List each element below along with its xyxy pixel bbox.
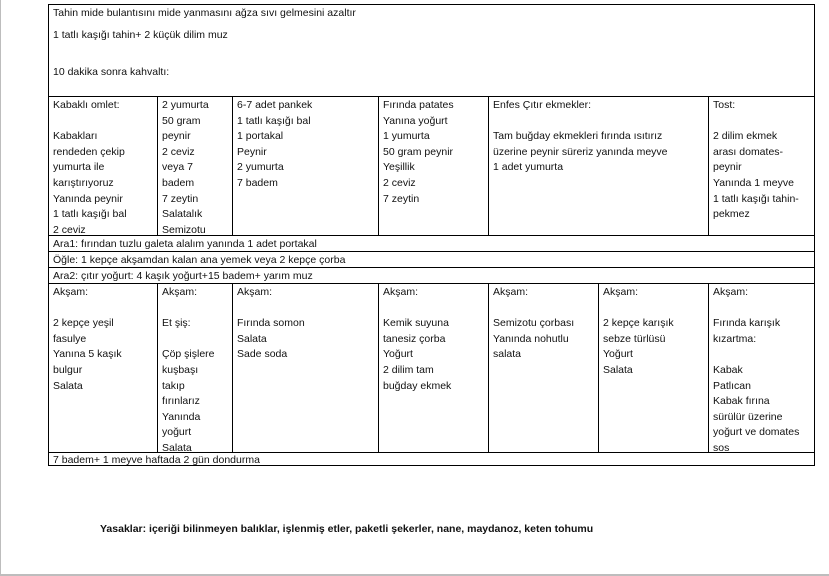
breakfast-cell-3-line: 1 tatlı kaşığı bal <box>237 114 311 127</box>
dinner-cell-2 <box>157 284 232 452</box>
dinner-cell-7-line: Fırında karışık <box>713 317 781 330</box>
dinner-cell-7-line <box>713 301 810 317</box>
breakfast-cell-5-line: Enfes Çıtır ekmekler: <box>493 99 592 111</box>
dinner-cell-2-line: kuşbaşı <box>162 363 199 376</box>
snack2-text: Ara2: çıtır yoğurt: 4 kaşık yoğurt+15 badem+ yarım muz <box>53 270 313 282</box>
breakfast-cell-1 <box>49 97 157 235</box>
forbidden-note: Yasaklar: içeriği bilinmeyen balıklar, işlenmiş etler, paketli şekerler, nane, maydanoz, keten tohumu <box>100 523 594 535</box>
dinner-cell-4-line <box>383 301 484 317</box>
dinner-cell-1-line: Salata <box>53 379 83 392</box>
breakfast-cell-2-line: 7 zeytin <box>162 192 199 205</box>
dinner-cell-5-line: Semizotu çorbası <box>493 317 575 330</box>
meal-plan-table <box>48 4 815 466</box>
intro-cell <box>49 5 814 82</box>
breakfast-cell-4-line: 50 gram peynir <box>383 145 454 158</box>
dinner-cell-7-line: sos <box>713 441 730 454</box>
breakfast-cell-1-line: Yanında peynir <box>53 192 123 205</box>
bottom-row <box>49 453 814 467</box>
dinner-cell-7-line: Patlıcan <box>713 379 751 392</box>
dinner-cell-2-line: Salata <box>162 441 192 454</box>
breakfast-cell-3-line: 6-7 adet pankek <box>237 99 313 111</box>
breakfast-cell-2-line: 50 gram <box>162 114 201 127</box>
dinner-cell-5-line: salata <box>493 348 522 361</box>
dinner-cell-1-line: fasulye <box>53 332 87 345</box>
breakfast-cell-2-line: 2 ceviz <box>162 145 195 158</box>
dinner-cell-4-line: Akşam: <box>383 286 419 298</box>
dinner-cell-5 <box>488 284 598 452</box>
dinner-cell-7 <box>708 284 814 452</box>
breakfast-cell-2-line: badem <box>162 176 195 189</box>
dinner-cell-2-line: Çöp şişlere <box>162 348 215 361</box>
dinner-cell-4-line: Kemik suyuna <box>383 317 449 330</box>
breakfast-cell-3-line: 7 badem <box>237 176 278 189</box>
breakfast-cell-5-line: Tam buğday ekmekleri fırında ısıtırız <box>493 130 663 143</box>
dinner-cell-2-line <box>162 332 228 348</box>
breakfast-cell-2-line: Semizotu <box>162 223 206 236</box>
dinner-cell-3-line: Fırında somon <box>237 317 305 330</box>
dinner-cell-3-line <box>237 301 374 317</box>
breakfast-cell-6-line: 2 dilim ekmek <box>713 130 778 143</box>
dinner-cell-4 <box>378 284 488 452</box>
breakfast-cell-5 <box>488 97 708 235</box>
dinner-cell-2-line: takıp <box>162 379 185 392</box>
breakfast-cell-6-line: arası domates- <box>713 145 784 158</box>
breakfast-cell-3-line: 1 portakal <box>237 130 284 143</box>
breakfast-cell-2-line: peynir <box>162 130 191 143</box>
breakfast-cell-4-line: Fırında patates <box>383 99 454 111</box>
dinner-cell-2-line: fırınlarız <box>162 395 200 408</box>
dinner-cell-6-line: sebze türlüsü <box>603 332 666 345</box>
breakfast-cell-6-line: peynir <box>713 161 742 174</box>
dinner-cell-4-line: Yoğurt <box>383 348 413 361</box>
dinner-cell-1-line: 2 kepçe yeşil <box>53 317 114 330</box>
intro-line-2: 1 tatlı kaşığı tahin+ 2 küçük dilim muz <box>53 28 228 41</box>
breakfast-cell-5-line: üzerine peynir süreriz yanında meyve <box>493 145 668 158</box>
dinner-cell-7-line: Kabak fırına <box>713 395 770 408</box>
breakfast-cell-3-line: Peynir <box>237 145 267 158</box>
dinner-cell-3-line: Akşam: <box>237 286 273 298</box>
breakfast-cell-5-line <box>493 114 704 130</box>
breakfast-cell-2 <box>157 97 232 235</box>
dinner-cell-4-line: 2 dilim tam <box>383 363 434 376</box>
breakfast-cell-1-line: rendeden çekip <box>53 145 125 158</box>
dinner-cell-6-line <box>603 301 704 317</box>
intro-line-3: 10 dakika sonra kahvaltı: <box>53 66 170 79</box>
dinner-cell-2-line <box>162 301 228 317</box>
dinner-cell-1-line: Akşam: <box>53 286 89 298</box>
breakfast-cell-4-line: 7 zeytin <box>383 192 420 205</box>
breakfast-cell-6-line <box>713 114 810 130</box>
breakfast-cell-1-line: Kabakları <box>53 130 98 143</box>
intro-line-1: Tahin mide bulantısını mide yanmasını ağza sıvı gelmesini azaltır <box>53 7 356 19</box>
breakfast-cell-2-line: Salatalık <box>162 208 203 221</box>
snack2-row <box>49 268 814 284</box>
breakfast-row <box>49 97 814 236</box>
breakfast-cell-1-line: Kabaklı omlet: <box>53 99 120 111</box>
breakfast-cell-6 <box>708 97 814 235</box>
breakfast-cell-5-line: 1 adet yumurta <box>493 161 564 174</box>
intro-row <box>49 5 814 97</box>
dinner-cell-6 <box>598 284 708 452</box>
dinner-cell-7-line: Kabak <box>713 363 743 376</box>
dinner-cell-1-line <box>53 301 153 317</box>
breakfast-cell-6-line: Tost: <box>713 99 736 111</box>
dinner-cell-2-line: Akşam: <box>162 286 198 298</box>
breakfast-cell-1-line: yumurta ile <box>53 161 105 174</box>
breakfast-cell-4 <box>378 97 488 235</box>
dinner-cell-2-line: Yanında <box>162 410 201 423</box>
dinner-cell-4-line: tanesiz çorba <box>383 332 446 345</box>
dinner-cell-1 <box>49 284 157 452</box>
dinner-cell-2-line: Et şiş: <box>162 317 191 330</box>
dinner-cell-3-line: Salata <box>237 332 267 345</box>
breakfast-cell-6-line: Yanında 1 meyve <box>713 176 794 189</box>
breakfast-cell-6-line: 1 tatlı kaşığı tahin- <box>713 192 799 205</box>
dinner-cell-6-line: Akşam: <box>603 286 639 298</box>
dinner-cell-2-line: yoğurt <box>162 426 192 439</box>
dinner-cell-7-line <box>713 347 810 363</box>
breakfast-cell-1-line: 2 ceviz <box>53 223 86 236</box>
breakfast-cell-1-line: 1 tatlı kaşığı bal <box>53 208 127 221</box>
dinner-cell-1-line: Yanına 5 kaşık <box>53 348 122 361</box>
snack1-row <box>49 236 814 252</box>
breakfast-cell-3 <box>232 97 378 235</box>
breakfast-cell-4-line: Yeşillik <box>383 161 415 174</box>
dinner-cell-6-line: Salata <box>603 363 633 376</box>
breakfast-cell-4-line: 2 ceviz <box>383 176 416 189</box>
breakfast-cell-2-line: 2 yumurta <box>162 99 209 111</box>
breakfast-cell-1-line <box>53 114 153 130</box>
bottom-text: 7 badem+ 1 meyve haftada 2 gün dondurma <box>53 454 260 466</box>
breakfast-cell-4-line: 1 yumurta <box>383 130 430 143</box>
dinner-cell-7-line: Akşam: <box>713 286 749 298</box>
page-edge <box>0 0 1 576</box>
dinner-cell-6-line: 2 kepçe karışık <box>603 317 674 330</box>
dinner-cell-5-line: Akşam: <box>493 286 529 298</box>
dinner-cell-5-line <box>493 301 594 317</box>
dinner-cell-1-line: bulgur <box>53 363 83 376</box>
snack1-text: Ara1: fırından tuzlu galeta alalım yanında 1 adet portakal <box>53 238 317 250</box>
breakfast-cell-6-line: pekmez <box>713 208 750 221</box>
dinner-cell-3 <box>232 284 378 452</box>
breakfast-cell-3-line: 2 yumurta <box>237 161 284 174</box>
dinner-cell-7-line: sürülür üzerine <box>713 410 783 423</box>
dinner-cell-3-line: Sade soda <box>237 348 288 361</box>
lunch-row <box>49 252 814 268</box>
breakfast-cell-4-line: Yanına yoğurt <box>383 114 448 127</box>
breakfast-cell-2-line: veya 7 <box>162 161 193 174</box>
dinner-cell-7-line: yoğurt ve domates <box>713 426 800 439</box>
dinner-row <box>49 284 814 453</box>
lunch-text: Öğle: 1 kepçe akşamdan kalan ana yemek veya 2 kepçe çorba <box>53 254 346 266</box>
dinner-cell-4-line: buğday ekmek <box>383 379 452 392</box>
breakfast-cell-1-line: karıştırıyoruz <box>53 176 114 189</box>
dinner-cell-5-line: Yanında nohutlu <box>493 332 569 345</box>
dinner-cell-7-line: kızartma: <box>713 332 757 345</box>
dinner-cell-6-line: Yoğurt <box>603 348 633 361</box>
